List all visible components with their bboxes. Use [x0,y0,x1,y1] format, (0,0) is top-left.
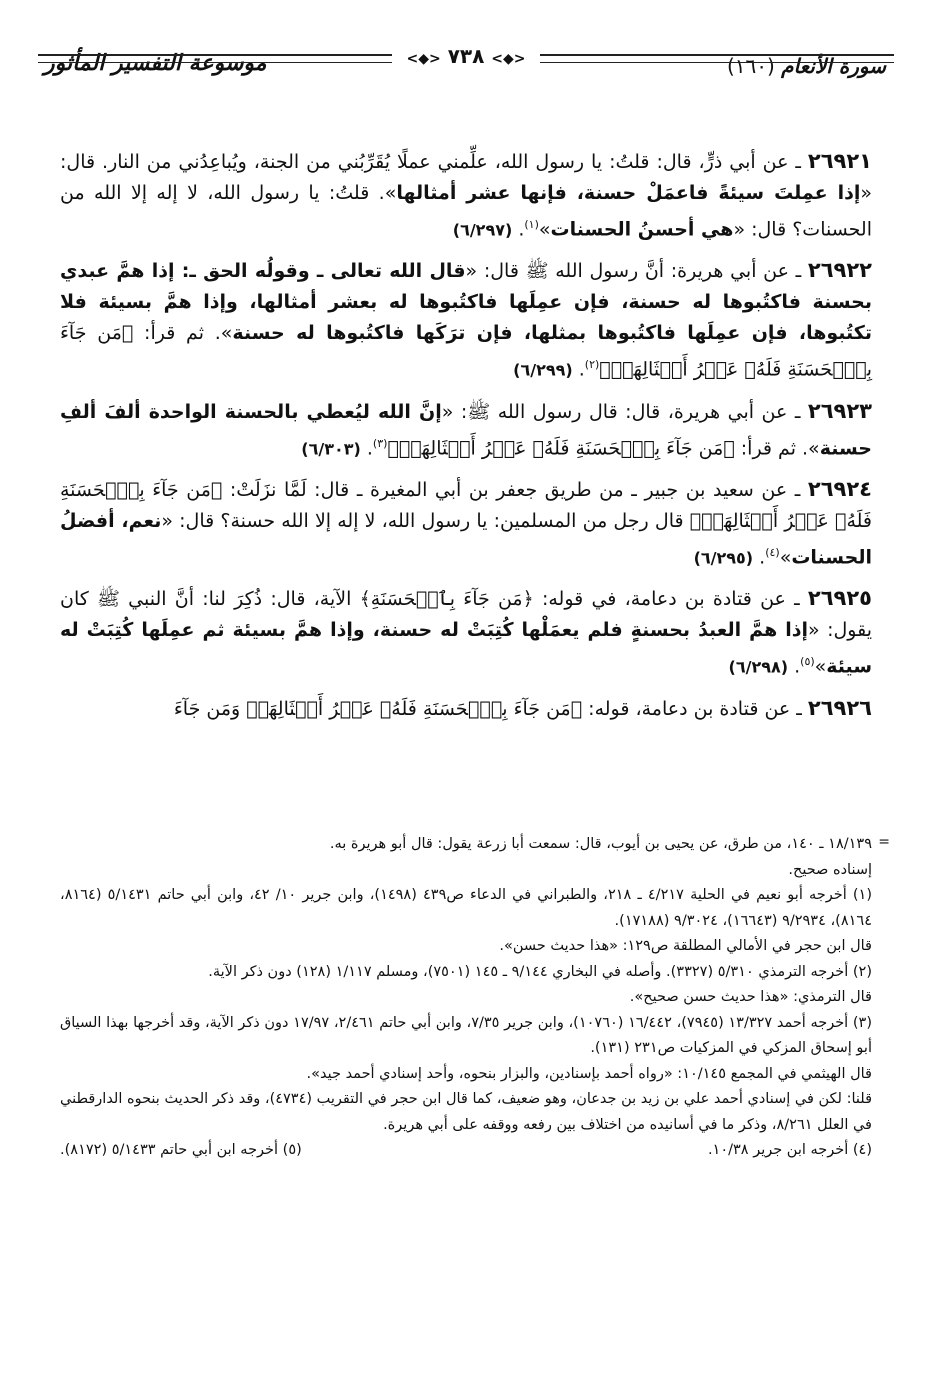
volume-reference: (٦/٢٩٨) [728,657,789,677]
footnote-4: (٤) أخرجه ابن جرير ١٠/٣٨. [707,1142,872,1158]
left-ornament-icon: <◆> [406,51,441,67]
bold-quote: هي أحسنُ الحسنات [550,218,734,241]
text-run: ـ عن قتادة بن دعامة، قوله: [582,697,808,720]
footnote-marker: (٤) [765,545,780,559]
text-run: ـ عن أبي ذرٍّ، قال: قلتُ: يا رسول الله، علِّمني عملًا يُقَرِّبُني من الجنة، ويُباعِدُني من النار. قال: « [60,151,873,204]
text-run: » [814,655,827,678]
volume-reference: (٦/٣٠٣) [301,438,361,458]
verse-reference: (١٦٠) [726,54,775,78]
footnote-line: ١٨/١٣٩ ـ ١٤٠، من طرق، عن يحيى بن أيوب، قال: سمعت أبا زرعة يقول: قال أبو هريرة به. [329,836,872,852]
volume-reference: (٦/٢٩٥) [693,548,754,568]
footnote-line: (٢) أخرجه الترمذي ٥/٣١٠ (٣٣٢٧). وأصله في البخاري ٩/١٤٤ ـ ١٤٥ (٧٥٠١)، ومسلم ١/١١٧ (١٢٨) دون ذكر الآية. [208,963,872,980]
footnote-line: (٣) أخرجه أحمد ١٣/٣٢٧ (٧٩٤٥)، ١٦/٤٤٢ (١٠٧٦٠)، وابن جرير ٧/٣٥، وابن أبي حاتم ٢/٤٦١، ١٧/٩٧ دون ذكر الآية، وقد أخرجها بهذا السياق أبو إسحاق المزكي في المزكيات ص٢٣١ (١٣١). [60,1014,872,1056]
text-run: قال رجل من المسلمين: يا رسول الله، لا إله إلا الله حسنة؟ قال: « [161,509,690,532]
page-number-wrap [0,44,932,68]
main-text [60,146,872,735]
hadith-paragraph [60,396,872,464]
footnote-marker: (٢) [584,358,600,372]
right-ornament-icon: <◆> [491,51,526,67]
volume-reference: (٦/٢٩٩) [513,360,573,380]
hadith-paragraph [60,583,872,682]
quran-verse: ﴿مَن جَآءَ بِٱلۡحَسَنَةِ فَلَهُۥ عَشۡرُ أَمۡثَالِهَاۖ﴾ [60,322,872,381]
hadith-number: ٢٦٩٢٤ [807,476,872,501]
quran-verse: ﴿مَن جَآءَ بِٱلۡحَسَنَةِ فَلَهُۥ عَشۡرُ أَمۡثَالِهَاۖ وَمَن جَآءَ [173,697,583,720]
surah-title: سورة الأنعام [781,54,886,78]
text-run: » [538,218,551,241]
hadith-number: ٢٦٩٢٢ [807,258,872,283]
footnote-last-row [60,1138,872,1164]
footnote-marker: (٣) [372,436,388,450]
text-run: ». ثم قرأ: [133,322,233,345]
text-run: » [779,546,792,569]
bold-quote: إنَّ الله ليُعطي بالحسنة الواحدة ألفَ ألفِ حسنة [60,400,872,459]
text-run: ـ عن قتادة بن دعامة، في قوله: [533,588,808,611]
page-number-box [392,44,539,68]
quran-verse: ﴿مَن جَآءَ بِٱلۡحَسَنَةِ فَلَهُۥ عَشۡرُ أَمۡثَالِهَاۖ﴾ [60,478,872,532]
text-run: ـ عن سعيد بن جبير ـ من طريق جعفر بن أبي المغيرة ـ قال: لَمَّا نزَلَتْ: [222,478,808,501]
hadith-paragraph [60,693,872,725]
hadith-number: ٢٦٩٢٦ [807,695,872,720]
footnote-marker: (١) [524,218,539,231]
text-run: ـ عن أبي هريرة: أنَّ رسول الله ﷺ قال: « [465,260,808,283]
text-run: . [753,546,766,569]
footnote-line: إسناده صحيح. [788,861,872,878]
footnote-line: قال الهيثمي في المجمع ١٠/١٤٥: «رواه أحمد بإسنادين، والبزار بنحوه، وأحد إسنادي أحمد جيد». [306,1065,872,1082]
quran-verse: ﴿مَن جَآءَ بِٱلۡحَسَنَةِ﴾ [359,588,534,611]
text-run: الآية، قال: ذُكِرَ لنا: أنَّ النبي ﷺ كان يقول: « [60,588,872,642]
text-run: . [512,218,525,241]
footnotes [60,832,872,1164]
footnote-marker: (٥) [800,655,815,669]
volume-reference: (٦/٢٩٧) [452,220,513,240]
hadith-paragraph [60,474,872,573]
hadith-number: ٢٦٩٢٣ [807,398,872,423]
bold-quote: إذا عمِلتَ سيئةً فاعمَلْ حسنة، فإنها عشر أمثالها [396,182,861,204]
book-title: موسوعة التفسير المأثور [44,50,267,76]
bold-quote: إذا همَّ العبدُ بحسنةٍ فلم يعمَلْها كُتِبَتْ له حسنة، وإذا همَّ بسيئة ثم عمِلَها كُتِبَتْ له سيئة [60,619,872,678]
continuation-mark: = [878,834,890,850]
quran-verse: ﴿مَن جَآءَ بِٱلۡحَسَنَةِ فَلَهُۥ عَشۡرُ أَمۡثَالِهَاۖ﴾ [387,436,735,459]
footnote-5: (٥) أخرجه ابن أبي حاتم ٥/١٤٣٣ (٨١٧٢). [60,1142,302,1158]
bold-quote: قال الله تعالى ـ وقولُه الحق ـ: إذا همَّ عبدي بحسنة فاكتُبوها له حسنة، فإن عمِلَها فاكتُبوها له بعشر أمثالها، وإذا همَّ بسيئة فلا تكتُبوها، فإن عمِلَها فاكتُبوها بمثلها، فإن ترَكَها فاكتُبوها له حسنة [60,260,872,345]
hadith-paragraph [60,146,872,245]
footnote-line: قال الترمذي: «هذا حديث حسن صحيح». [629,989,872,1005]
text-run: . [360,436,373,459]
hadith-number: ٢٦٩٢٥ [807,586,872,611]
text-run: ـ عن أبي هريرة، قال: قال رسول الله ﷺ: « [441,400,808,423]
page-number: ٧٣٨ [447,44,485,68]
footnote-line: قلنا: لكن في إسنادي أحمد علي بن زيد بن جدعان، وهو ضعيف، كما قال ابن حجر في التقريب (٤٧٣٤)، وقد ذكر الحديث بنحوه الدارقطني في العلل ٨/٢٦١، وذكر ما في أسانيده من اختلاف بين رفعه ووقفه على أبي هريرة. [60,1091,872,1133]
hadith-paragraph [60,255,872,385]
text-run: . [572,358,585,381]
text-run: ». قلتُ: يا رسول الله، لا إله إلا الله من الحسنات؟ قال: « [60,182,872,241]
hadith-number: ٢٦٩٢١ [807,149,872,173]
text-run: ». ثم قرأ: [734,436,820,459]
text-run: . [788,655,801,678]
bold-quote: نعم، أفضلُ الحسنات [60,509,872,569]
footnote-line: (١) أخرجه أبو نعيم في الحلية ٤/٢١٧ ـ ٢١٨، والطبراني في الدعاء ص٤٣٩ (١٤٩٨)، وابن جرير ١٠/ ٤٢، وابن أبي حاتم ٥/١٤٣١ (٨١٦٤، ٨١٦٤)، ٩/٢٩٣٤ (١٦٦٤٣)، ٩/٣٠٢٤ (١٧١٨٨). [60,887,872,929]
footnote-line: قال ابن حجر في الأمالي المطلقة ص١٢٩: «هذا حديث حسن». [499,938,872,954]
